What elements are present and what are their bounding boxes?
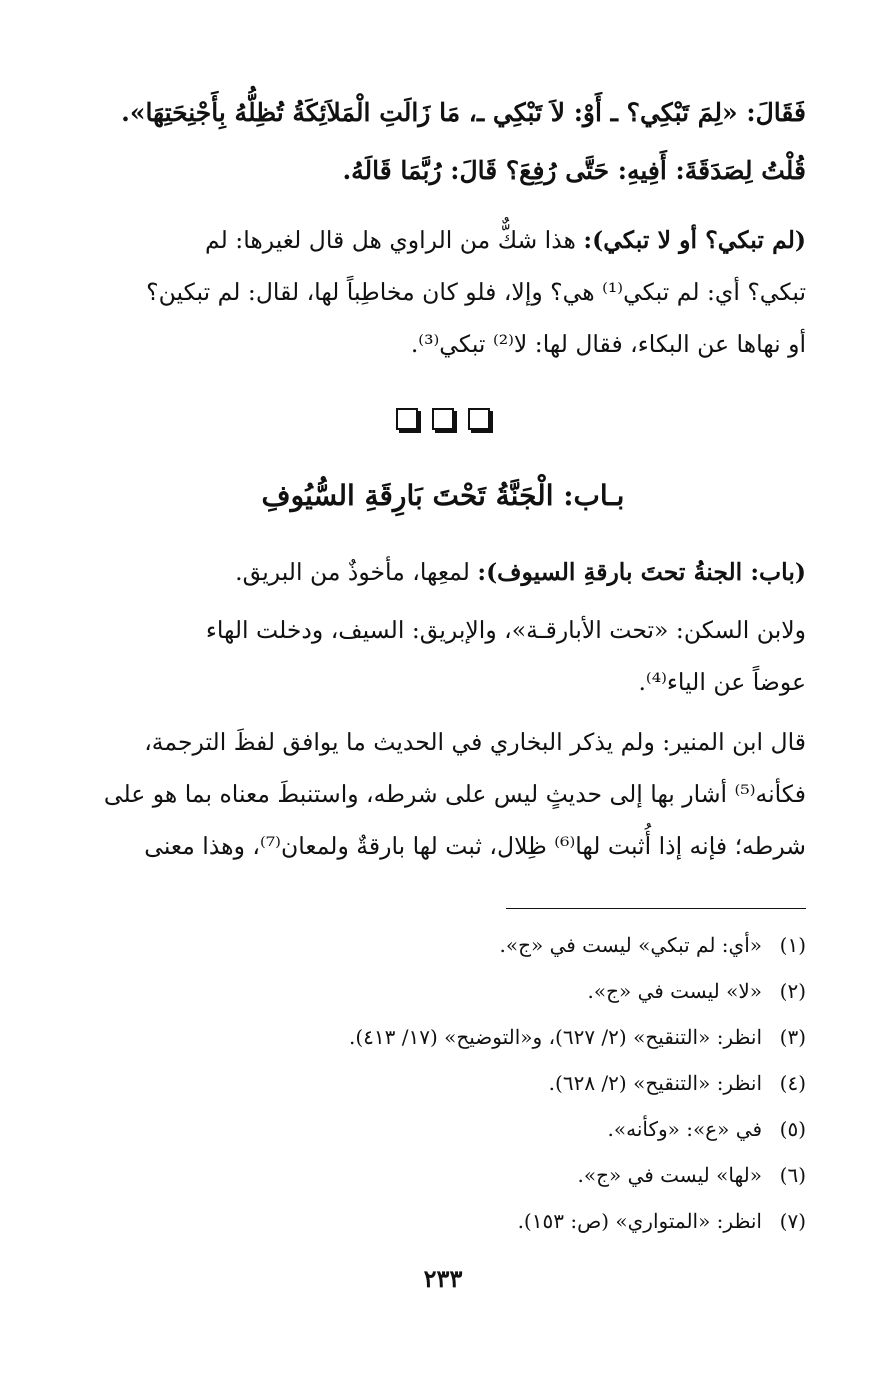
ibn-al-sakan-paragraph: [95, 604, 806, 708]
section-separator: [0, 408, 886, 430]
commentary-line: تبكي؟ أي: لم تبكي⁽¹⁾ هي؟ وإلا، فلو كان مخاطِباً لها، لقال: لم تبكين؟: [146, 278, 806, 306]
footnote-text: انظر: «التنقيح» (٢/ ٦٢٨).: [548, 1071, 762, 1095]
footnote-number: (٤): [779, 1071, 806, 1095]
commentary-line: [95, 214, 806, 266]
footnote-number: (٣): [779, 1025, 806, 1049]
footnote-number: (٧): [779, 1209, 806, 1233]
page-number: ٢٣٣: [423, 1264, 463, 1293]
hadith-line: قُلْتُ لِصَدَقَةَ: أَفِيهِ: حَتَّى رُفِعَ؟ قَالَ: رُبَّمَا قَالَهُ.: [342, 156, 806, 185]
commentary-paragraph: [95, 214, 806, 370]
footnote-item: [95, 968, 806, 1014]
paragraph-line: قال ابن المنير: ولم يذكر البخاري في الحديث ما يوافق لفظَ الترجمة،: [144, 728, 806, 756]
chapter-term: (باب: الجنةُ تحتَ بارقةِ السيوف):: [477, 558, 806, 586]
footnote-number: (٥): [779, 1117, 806, 1141]
footnote-item: [95, 922, 806, 968]
footnote-text: «لها» ليست في «ج».: [577, 1163, 762, 1187]
explanation-line: [95, 546, 806, 598]
footnote-item: [95, 1152, 806, 1198]
chapter-explanation: [95, 546, 806, 598]
hadith-text: [95, 84, 806, 200]
footnote-number: (٢): [779, 979, 806, 1003]
footnote-text: انظر: «التنقيح» (٢/ ٦٢٧)، و«التوضيح» (١٧/ ٤١٣).: [348, 1025, 762, 1049]
footnote-item: [95, 1198, 806, 1244]
separator-square-icon: [396, 408, 418, 430]
footnotes-list: [95, 922, 806, 1244]
separator-square-icon: [468, 408, 490, 430]
footnote-number: (٦): [779, 1163, 806, 1187]
footnote-divider: [506, 908, 806, 909]
hadith-line: فَقَالَ: «لِمَ تَبْكِي؟ ـ أَوْ: لاَ تَبْكِي ـ، مَا زَالَتِ الْمَلاَئِكَةُ تُظِلُّهُ بِأَجْنِحَتِهَا».: [121, 98, 806, 127]
commentary-text: هذا شكٌّ من الراوي هل قال لغيرها: لم: [205, 226, 584, 254]
footnote-text: في «ع»: «وكأنه».: [607, 1117, 762, 1141]
footnote-text: «أي: لم تبكي» ليست في «ج».: [499, 933, 762, 957]
ibn-al-munayyir-paragraph: [95, 716, 806, 872]
footnote-text: انظر: «المتواري» (ص: ١٥٣).: [517, 1209, 762, 1233]
paragraph-line: عوضاً عن الياء⁽⁴⁾.: [638, 668, 806, 696]
explanation-text: لمعِها، مأخوذٌ من البريق.: [235, 558, 478, 586]
paragraph-line: شرطه؛ فإنه إذا أُثبت لها⁽⁶⁾ ظِلال، ثبت لها بارقةٌ ولمعان⁽⁷⁾، وهذا معنى: [144, 832, 806, 860]
separator-square-icon: [432, 408, 454, 430]
footnote-number: (١): [779, 933, 806, 957]
commentary-line: أو نهاها عن البكاء، فقال لها: لا⁽²⁾ تبكي⁽³⁾.: [410, 330, 806, 358]
chapter-heading: بـاب: الْجَنَّةُ تَحْتَ بَارِقَةِ السُّيُوفِ: [261, 479, 625, 512]
footnote-item: [95, 1106, 806, 1152]
commentary-term: (لم تبكي؟ أو لا تبكي):: [583, 226, 806, 254]
footnote-item: [95, 1014, 806, 1060]
paragraph-line: فكأنه⁽⁵⁾ أشار بها إلى حديثٍ ليس على شرطه، واستنبطَ معناه بما هو على: [103, 780, 806, 808]
footnote-text: «لا» ليست في «ج».: [587, 979, 762, 1003]
paragraph-line: ولابن السكن: «تحت الأبارقـة»، والإبريق: السيف، ودخلت الهاء: [205, 616, 806, 644]
footnote-item: [95, 1060, 806, 1106]
